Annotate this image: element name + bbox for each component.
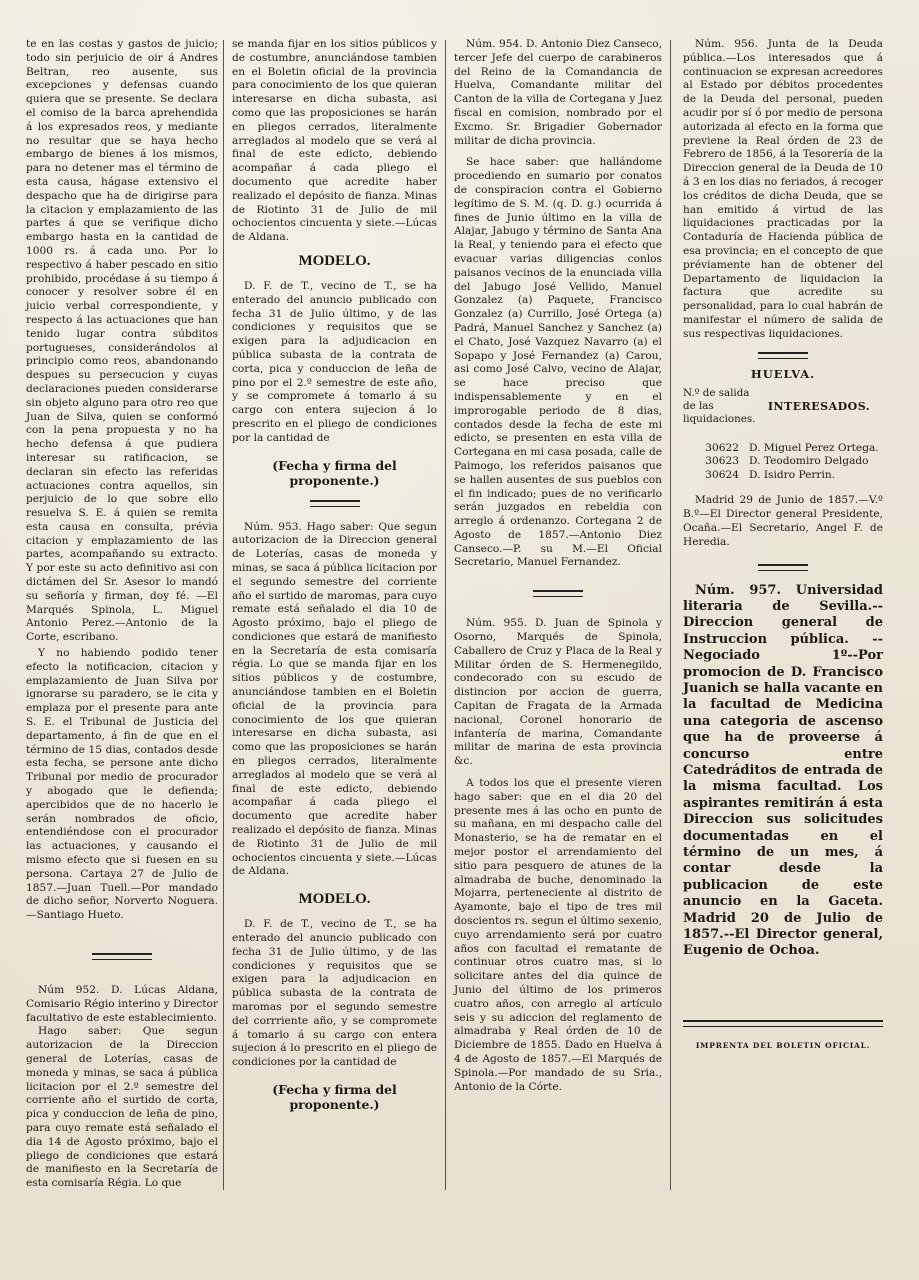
notice-956-signature: Madrid 29 de Junio de 1857.—V.º B.º—El Director general Presidente, Ocaña.—El Secretario, Angel F. de Heredia. bbox=[683, 494, 883, 548]
proponent-signature: (Fecha y firma del proponente.) bbox=[272, 1082, 397, 1112]
notice-957: Núm. 957. Universidad literaria de Sevilla.--Direccion general de Instruccion pública. --Negociado 1º--Por promocion de D. Francisco Juanich se halla vacante en la facultad de Medicina una categoria de ascenso que ha de proveerse á concurso entre Catedráditos de entrada de la misma facultad. Los aspirantes remitirán á esta Direccion sus solicitudes documentadas en el término de un mes, á contar desde la publicacion de este anuncio en la Gaceta. Madrid 20 de Julio de 1857.--El Director general, Eugenio de Ochoa. bbox=[683, 582, 883, 959]
notice-954-body: Se hace saber: que hallándome procediendo en sumario por conatos de conspiracion contra el Gobierno legítimo de S. M. (q. D. g.) ocurrida á fines de Junio último en la villa de Alajar, Jabugo y término de Santa Ana la Real, y teniendo para el efecto que evacuar varias diligencias conlos paisanos vecinos de la enunciada villa del Jabugo José Vellido, Manuel Gonzalez (a) Paquete, Francisco Gonzalez (a) Currillo, José Ortega (a) Padrá, Manuel Sanchez y Sanchez (a) el Chato, José Vazquez Navarro (a) el Sopapo y José Fernandez (a) Carou, asi como José Calvo, vecino de Alajar, se hace preciso que indispensablemente y en el improrogable periodo de 8 dias, contados desde la fecha de este mi edicto, se presenten en esta villa de Cortegana en mi casa posada, calle de Paimogo, los referidos paisanos que se hallen ausentes de sus pueblos con el fin indicado; pues de no verificarlo serán juzgados en rebeldia con arreglo á ordenanzo. Cortegana 2 de Agosto de 1857.—Antonio Diez Canseco.—P. su M.—El Oficial Secretario, Manuel Fernandez. bbox=[454, 156, 662, 569]
notice-952-continuation: se manda fijar en los sitios públicos y de costumbre, anunciándose tambien en el Boletin oficial de la provincia para conocimiento de los que quieran interesarse en dicha subasta, asi como que las proposiciones se harán en pliegos cerrados, literalmente arreglados al modelo que se verá al final de este edicto, debiendo acompañar á cada pliego el documento que acredite haber realizado el depósito de fianza. Minas de Riotinto 31 de Julio de mil ochocientos cincuenta y siete.—Lúcas de Aldana. bbox=[232, 38, 437, 244]
column-1 bbox=[26, 38, 218, 1190]
notice-956: Núm. 956. Junta de la Deuda pública.—Los interesados que á continuacion se expresan acreedores al Estado por débitos procedentes de la Deuda del personal, pueden acudir por sí ó por medio de persona autorizada al efecto en la forma que previene la Real órden de 23 de Febrero de 1856, á la Tesorería de la Direccion general de la Deuda de 10 á 3 en los dias no feriados, á recoger los créditos de dicha Deuda, que se han emitido á virtud de las liquidaciones practicadas por la Contaduría de Hacienda pública de esa provincia; en el concepto de que préviamente han de obtener del Departamento de liquidacion la factura que acredite su personalidad, para lo cual habrán de manifestar el número de salida de sus respectivas liquidaciones. bbox=[683, 38, 883, 340]
model-title: MODELO. bbox=[298, 891, 371, 908]
province-heading: HUELVA. bbox=[750, 366, 816, 381]
model-title: MODELO. bbox=[298, 252, 371, 269]
notice-952-header: Núm 952. D. Lúcas Aldana, Comisario Régio interino y Director facultativo de este establecimiento. bbox=[26, 984, 218, 1024]
row-number: 30622 bbox=[705, 441, 739, 454]
notice-955-header: Núm. 955. D. Juan de Spinola y Osorno, Marqués de Spinola, Caballero de Cruz y Placa de la Real y Militar órden de S. Hermenegildo, condecorado con su escudo de distincion por accion de guerra, Capitan de Fragata de la Armada nacional, Coronel honorario de infantería de marina, Comandante militar de marina de esta provincia &c. bbox=[454, 617, 662, 768]
table-header bbox=[683, 387, 883, 426]
notice-955-body: A todos los que el presente vieren hago saber: que en el dia 20 del presente mes á las ocho en punto de su mañana, en mi despacho calle del Monasterio, se ha de rematar en el mejor postor el arrendamiento del sitio para pesquero de atunes de la almadraba de buche, denominado la Mojarra, perteneciente al distrito de Ayamonte, bajo el tipo de tres mil doscientos rs. segun el último sexenio, cuyo arrendamiento será por cuatro años con facultad el rematante de continuar otros cuatro mas, si lo solicitare antes del dia quince de Junio del último de los primeros cuatro años, con arreglo al artículo seis y su adiccion del reglamento de almadraba y Real órden de 10 de Diciembre de 1855. Dado en Huelva á 4 de Agosto de 1857.—El Marqués de Spinola.—Por mandado de su Sria., Antonio de la Córte. bbox=[454, 777, 662, 1093]
citation-notice: Y no habiendo podido tener efecto la notificacion, citacion y emplazamiento de Juan Silva por ignorarse su paradero, se le cita y emplaza por el presente para ante S. E. el Tribunal de Justicia del departamento, á fin de que en el término de 15 dias, contados desde esta fecha, se persone ante dicho Tribunal por medio de procurador y abogado que le defienda; apercibidos que de no hacerlo le serán nombrados de oficio, entendiéndose con el procurador las actuaciones, y causando el mismo efecto que si fuesen en su persona. Cartaya 27 de Julio de 1857.—Juan Tuell.—Por mandado de dicho señor, Norverto Noguera.—Santiago Hueto. bbox=[26, 647, 218, 922]
column-divider bbox=[670, 40, 671, 1190]
creditors-table bbox=[683, 442, 883, 483]
table-row bbox=[683, 442, 883, 456]
printer-imprint: IMPRENTA DEL BOLETIN OFICIAL. bbox=[695, 1040, 871, 1050]
column-header-number: N.º de salida de las liquidaciones. bbox=[683, 386, 756, 425]
section-separator bbox=[310, 500, 360, 507]
footer-rule bbox=[683, 1020, 883, 1027]
column-2 bbox=[232, 38, 437, 1178]
column-header-interested: INTERESADOS. bbox=[767, 399, 871, 413]
section-separator bbox=[758, 352, 808, 359]
section-separator bbox=[92, 953, 152, 960]
table-row bbox=[683, 469, 883, 483]
column-divider bbox=[223, 40, 224, 1190]
section-separator bbox=[533, 590, 583, 597]
proponent-signature: (Fecha y firma del proponente.) bbox=[272, 457, 397, 488]
notice-952-body: Hago saber: Que segun autorizacion de la Direccion general de Loterías, casas de moneda y minas, se saca á pública licitacion por el 2.º semestre del corriente año el surtido de corta, pica y conduccion de leña de pino, para cuyo remate está señalado el dia 14 de Agosto próximo, bajo el pliego de condiciones que estará de manifiesto en la Secretaría de esta comisaría Régia. Lo que bbox=[26, 1025, 218, 1190]
column-3 bbox=[454, 38, 662, 1178]
row-name: D. Isidro Perrin. bbox=[749, 468, 836, 481]
row-number: 30624 bbox=[705, 468, 739, 481]
table-row bbox=[683, 455, 883, 469]
model-text: D. F. de T., vecino de T., se ha enterado del anuncio publicado con fecha 31 de Julio último, y de las condiciones y requisitos que se exigen para la adjudicacion en pública subasta de la contrata de corta, pica y conduccion de leña de pino por el 2.º semestre de este año, y se compromete á tomarlo á su cargo con entera sujecion á lo prescrito en el pliego de condiciones por la cantidad de bbox=[232, 279, 437, 444]
model-text: D. F. de T., vecino de T., se ha enterado del anuncio publicado con fecha 31 de Julio último, y de las condiciones y requisitos que se exigen para la adjudicacion en pública subasta de la contrata de maromas por el segundo semestre del corrriente año, y se compromete á tomarlo á su cargo con entera sujecion á lo prescrito en el pliego de condiciones por la cantidad de bbox=[232, 918, 437, 1069]
column-divider bbox=[445, 40, 446, 1190]
row-number: 30623 bbox=[705, 455, 739, 468]
row-name: D. Miguel Perez Ortega. bbox=[749, 441, 879, 454]
sentence-continuation: te en las costas y gastos de juicio; todo sin perjuicio de oir á Andres Beltran, reo ausente, sus excepciones y defensas cuando quiera que se presente. Se declara el comiso de la barca aprehendida á los expresados reos, y mediante no resultar que se haya hecho embargo de bienes á los mismos, para no detener mas el término de esta causa, hágase extensivo el despacho que ha de dirigirse para la citacion y emplazamiento de las partes á que se verifique dicho embargo hasta en la cantidad de 1000 rs. á cada uno. Por lo respectivo á haber pescado en sitio prohibido, procédase á su tiempo á conocer y resolver sobre él en juicio verbal correspondiente, y respecto á las actuaciones que han tenido lugar contra súbditos portugueses, considerándolos al principio como reos, abandonando despues su persecucion y cuyas declaraciones pueden considerarse sin objeto alguno para otro reo que Juan de Silva, quien se conformó con la pena propuesta y no ha hecho defensa á que pudiera interesar su ratificacion, se declaran sin efecto las referidas actuaciones contra aquellos, sin perjuicio de lo que sobre ello resuelva S. E. á quien se remita esta causa en consulta, prévia citacion y emplazamiento de las partes, acompañando su extracto. Y por este su acto definitivo asi con dictámen del Sr. Asesor lo mandó su señoría y firman, doy fé. —El Marqués Spinola, L. Miguel Antonio Perez.—Antonio de la Corte, escribano. bbox=[26, 38, 218, 644]
row-name: D. Teodomiro Delgado bbox=[749, 455, 869, 468]
section-separator bbox=[758, 564, 808, 571]
notice-953: Núm. 953. Hago saber: Que segun autorizacion de la Direccion general de Loterías, casas de moneda y minas, se saca á pública licitacion por el segundo semestre del corriente año el surtido de maromas, para cuyo remate está señalado el dia 10 de Agosto próximo, bajo el pliego de condiciones que estará de manifiesto en la Secretaría de esta comisaría régia. Lo que se manda fijar en los sitios públicos y de costumbre, anunciándose tambien en el Boletin oficial de la provincia para conocimiento de los que quieran interesarse en dicha subasta, asi como que las proposiciones se harán en pliegos cerrados, literalmente arreglados al modelo que se verá al final de este edicto, debiendo acompañar á cada pliego el documento que acredite haber realizado el depósito de fianza. Minas de Riotinto 31 de Julio de mil ochocientos cincuenta y siete.—Lúcas de Aldana. bbox=[232, 520, 437, 878]
notice-954-header: Núm. 954. D. Antonio Diez Canseco, tercer Jefe del cuerpo de carabineros del Reino de la Comandancia de Huelva, Comandante militar del Canton de la villa de Cortegana y Juez fiscal en comision, nombrado por el Excmo. Sr. Brigadier Gobernador militar de dicha provincia. bbox=[454, 38, 662, 147]
column-4 bbox=[683, 38, 883, 1178]
